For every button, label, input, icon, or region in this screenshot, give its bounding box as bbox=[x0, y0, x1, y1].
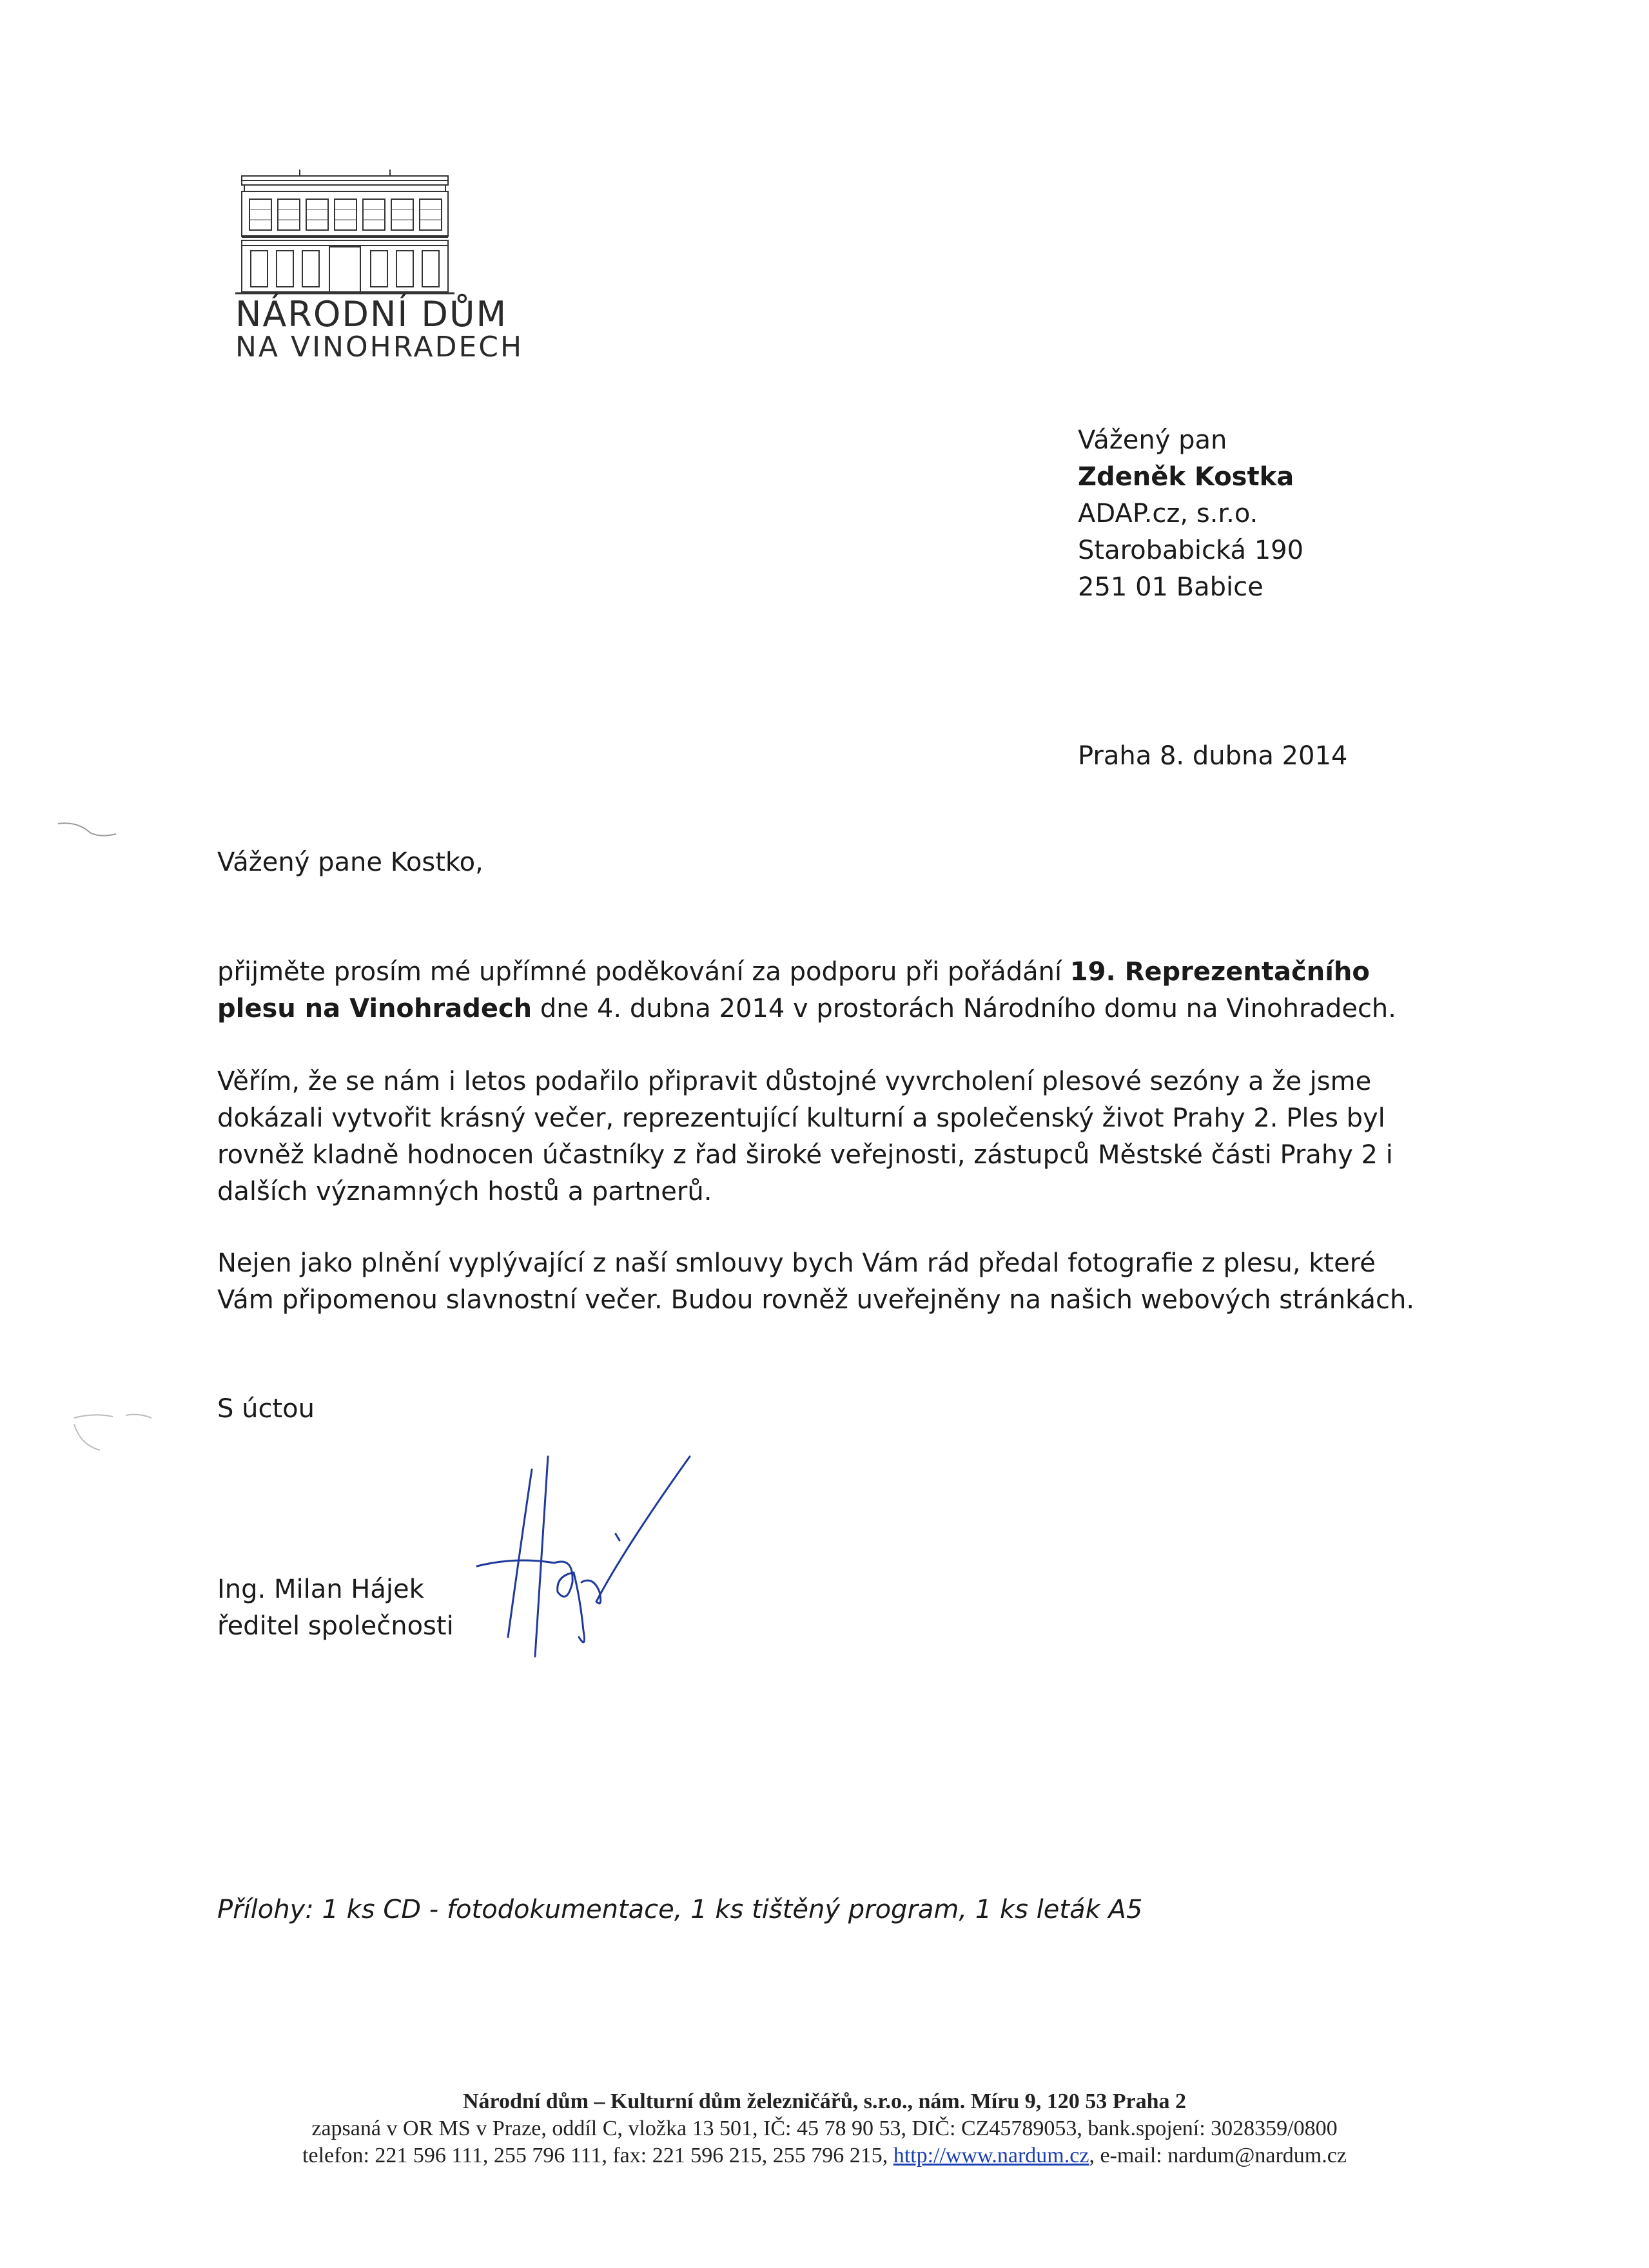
closing: S úctou bbox=[217, 1394, 315, 1424]
paragraph-thanks-end: dne 4. dubna 2014 v prostorách Národního domu na Vinohradech. bbox=[532, 994, 1396, 1023]
recipient-street: Starobabická 190 bbox=[1078, 536, 1304, 565]
website-link[interactable]: http://www.nardum.cz bbox=[893, 2144, 1089, 2167]
footer-email: , e-mail: nardum@nardum.cz bbox=[1089, 2144, 1347, 2167]
recipient-salutation: Vážený pan bbox=[1078, 425, 1227, 455]
greeting: Vážený pane Kostko, bbox=[217, 848, 483, 877]
paragraph-thanks-start: přijměte prosím mé upřímné poděkování za podporu při pořádání bbox=[217, 957, 1070, 987]
event-name: 19. Reprezentačního plesu na Vinohradech bbox=[217, 957, 1370, 1023]
hole-punch-mark-icon bbox=[61, 1405, 158, 1457]
signatory bbox=[217, 1571, 1429, 1645]
footer-contact-line bbox=[0, 2142, 1649, 2169]
footer-company-line: Národní dům – Kulturní dům železničářů, s.r.o., nám. Míru 9, 120 53 Praha 2 bbox=[462, 2089, 1187, 2113]
paragraph-photos: Nejen jako plnění vyplývající z naší smlouvy bych Vám rád předal fotografie z plesu, které Vám připomenou slavnostní večer. Budou rovněž uveřejněny na našich webových stránkách. bbox=[217, 1248, 1415, 1315]
logo-line-1: NÁRODNÍ DŮM bbox=[235, 294, 508, 334]
recipient-city: 251 01 Babice bbox=[1078, 572, 1264, 602]
footer-phone-fax: telefon: 221 596 111, 255 796 111, fax: 221 596 215, 255 796 215, bbox=[302, 2144, 893, 2167]
paragraph-evaluation: Věřím, že se nám i letos podařilo připravit důstojné vyvrcholení plesové sezóny a že jsme dokázali vytvořit krásný večer, reprezentující kulturní a společenský život Prahy 2. Ples byl rovněž kladně hodnocen účastníky z řad široké veřejnosti, zástupců Městské části Prahy 2 i dalších významných hostů a partnerů. bbox=[217, 1067, 1393, 1207]
paragraph-thanks bbox=[217, 954, 1429, 1027]
logo-wordmark bbox=[235, 296, 523, 362]
recipient-address bbox=[1078, 422, 1303, 606]
logo-line-2: NA VINOHRADECH bbox=[235, 331, 524, 363]
margin-mark-icon bbox=[52, 819, 122, 844]
recipient-name: Zdeněk Kostka bbox=[1078, 462, 1294, 492]
building-logo-icon bbox=[235, 164, 454, 296]
attachments: Přílohy: 1 ks CD - fotodokumentace, 1 ks tištěný program, 1 ks leták A5 bbox=[217, 1895, 1143, 1924]
letterhead-footer bbox=[0, 2088, 1649, 2169]
signatory-name: Ing. Milan Hájek bbox=[217, 1575, 424, 1604]
letter-date: Praha 8. dubna 2014 bbox=[1078, 741, 1348, 771]
company-logo bbox=[229, 164, 524, 377]
signatory-title: ředitel společnosti bbox=[217, 1611, 454, 1641]
footer-registration-line: zapsaná v OR MS v Praze, oddíl C, vložka 13 501, IČ: 45 78 90 53, DIČ: CZ45789053, bank.spojení: 3028359/0800 bbox=[311, 2117, 1338, 2140]
recipient-company: ADAP.cz, s.r.o. bbox=[1078, 499, 1258, 528]
